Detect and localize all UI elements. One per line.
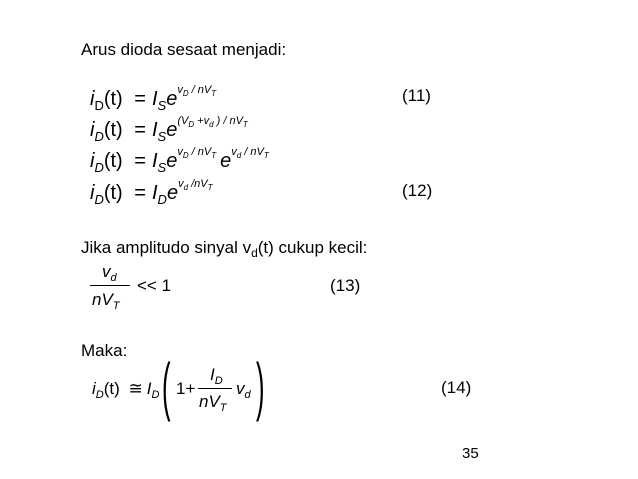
equation-13-number: (13) bbox=[330, 276, 361, 295]
condition-text: Jika amplitudo sinyal $v_d(t)$ cukup kecil: bbox=[81, 238, 368, 260]
eq13-numerator: $v_d$ bbox=[102, 262, 117, 284]
eq13-denominator: $nV_T$ bbox=[92, 290, 120, 312]
equation-14-number: (14) bbox=[441, 378, 472, 397]
equation-11: $i_D(t) = I_Se^{v_D / nV_T}$ bbox=[90, 84, 217, 113]
eq14-fraction-bar bbox=[198, 388, 232, 389]
maka-text: Maka: bbox=[81, 341, 128, 360]
eq14-left-paren: ( bbox=[162, 350, 171, 422]
equation-12: $i_D(t) = I_De^{v_d /nV_T}$ bbox=[90, 178, 213, 207]
heading-text: Arus dioda sesaat menjadi: bbox=[81, 40, 287, 59]
eq14-frac-denominator: $nV_T$ bbox=[199, 392, 227, 414]
eq13-relation: << 1 bbox=[137, 276, 172, 295]
eq14-right-paren: ) bbox=[256, 350, 265, 422]
eq14-lhs: $i_D(t)$ ≅ $I_D$ bbox=[92, 379, 160, 401]
eq14-tail: $v_d$ bbox=[236, 379, 251, 401]
eq13-fraction-bar bbox=[90, 285, 130, 286]
equation-12-number: (12) bbox=[402, 181, 433, 200]
equation-expansion-2: $i_D(t) = I_Se^{v_D / nV_T}$ $e^{v_d / nV_T}$ bbox=[90, 146, 269, 175]
eq14-frac-numerator: $I_D$ bbox=[210, 365, 223, 387]
eq14-one-plus: 1+ bbox=[176, 379, 196, 398]
page-number: 35 bbox=[462, 445, 479, 462]
equation-expansion-1: $i_D(t) = I_Se^{(V_D +v_d ) / nV_T}$ bbox=[90, 115, 248, 144]
equation-11-number: (11) bbox=[402, 86, 431, 105]
